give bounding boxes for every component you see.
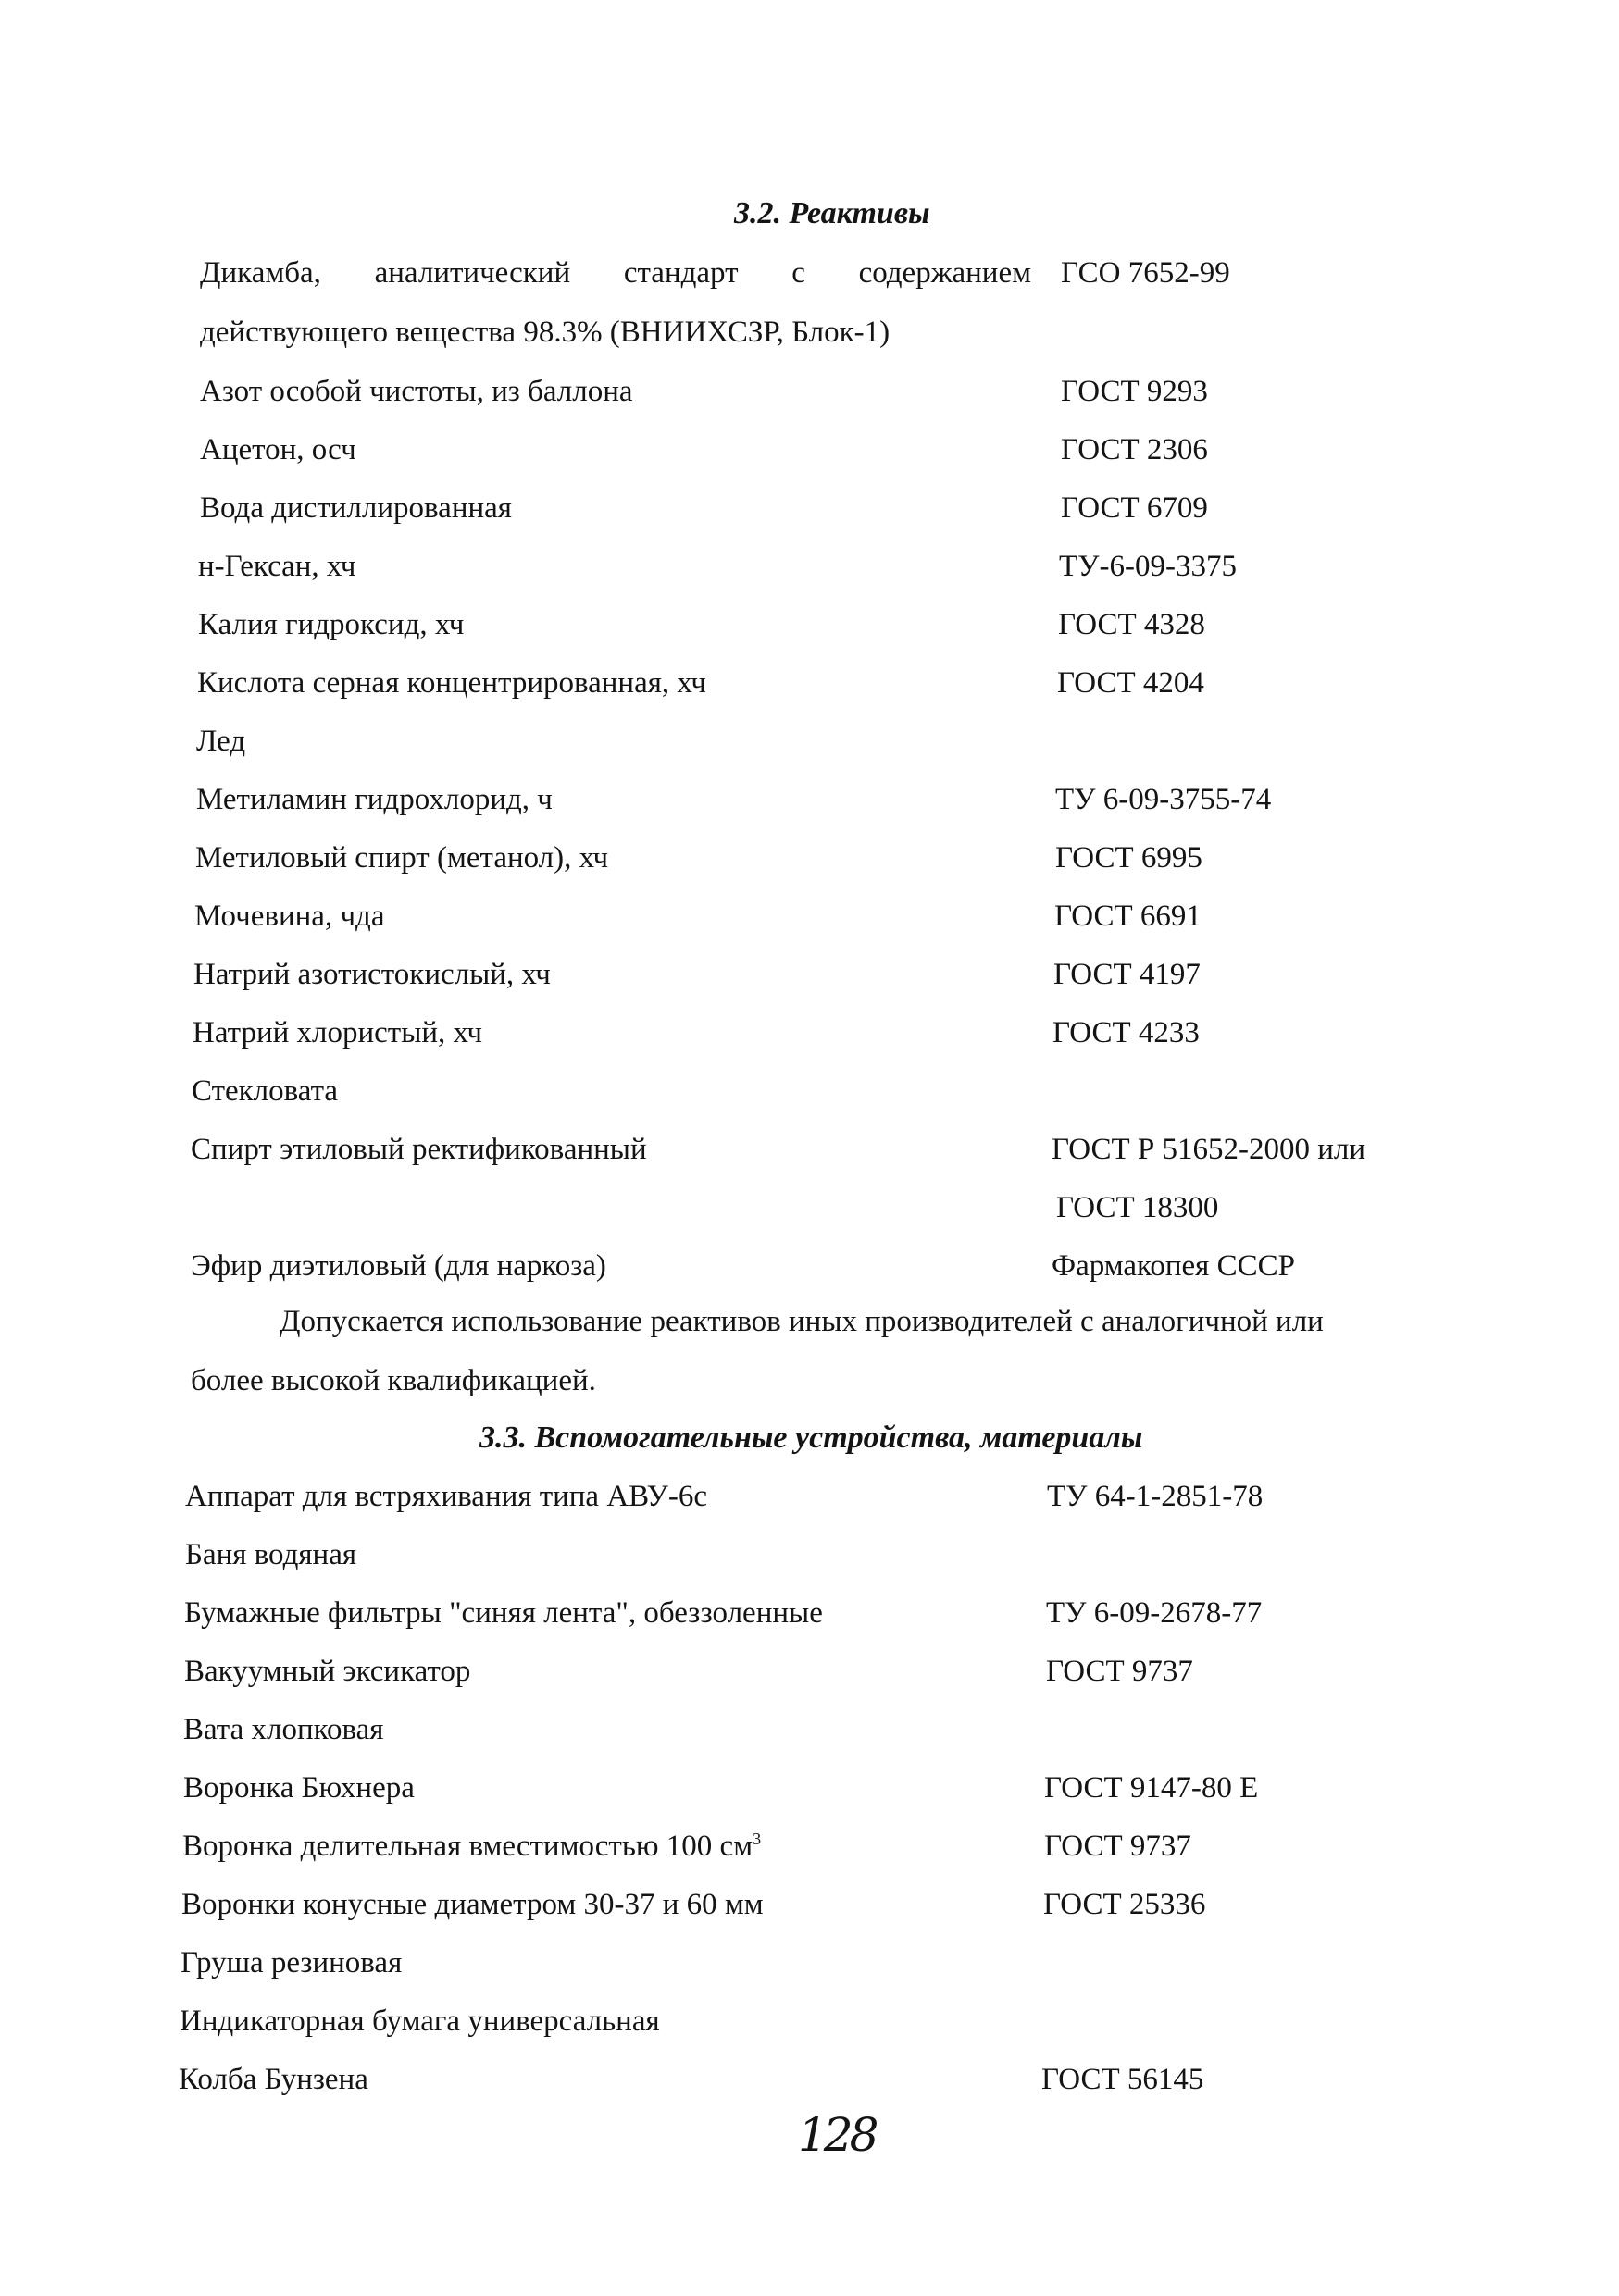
intro-word: аналитический <box>374 256 571 290</box>
item-name-text: Груша резиновая <box>181 1946 403 1980</box>
item-standard: ГОСТ Р 51652-2000 или <box>1052 1133 1366 1166</box>
list-row <box>0 550 1619 590</box>
item-name-text: Ацетон, осч <box>200 433 356 466</box>
list-row <box>0 1888 1619 1929</box>
item-standard: ТУ-6-09-3375 <box>1059 550 1237 583</box>
list-row <box>0 375 1619 416</box>
item-name-text: Вата хлопковая <box>183 1713 384 1746</box>
section-heading-reagents: 3.2. Реактивы <box>734 196 930 230</box>
item-name <box>181 1888 764 1922</box>
list-row <box>0 1830 1619 1870</box>
item-standard: ГОСТ 9737 <box>1044 1830 1191 1863</box>
list-row <box>0 1191 1619 1232</box>
item-standard: ГОСТ 2306 <box>1061 433 1208 466</box>
item-name <box>183 1713 383 1747</box>
list-row <box>0 1480 1619 1520</box>
item-standard: ГОСТ 4204 <box>1057 666 1204 700</box>
item-standard: ГОСТ 6995 <box>1055 841 1202 875</box>
item-name-text: Эфир диэтиловый (для наркоза) <box>191 1249 606 1283</box>
item-name <box>184 1655 470 1689</box>
item-name-text: Индикаторная бумага универсальная <box>180 2004 660 2038</box>
intro-word: стандарт <box>623 256 739 290</box>
reagent-intro-std: ГСО 7652-99 <box>1061 256 1230 290</box>
item-name <box>195 841 608 875</box>
list-row <box>0 1538 1619 1579</box>
reagent-intro-line1 <box>200 256 1031 291</box>
item-name-text: Мочевина, чда <box>194 900 385 933</box>
item-name <box>179 2063 368 2097</box>
intro-word: Дикамба, <box>200 256 321 290</box>
list-row <box>0 1596 1619 1637</box>
page-number: 128 <box>798 2108 876 2162</box>
intro-word: с <box>791 256 805 290</box>
item-name-text: н-Гексан, хч <box>198 550 356 583</box>
item-name-text: Спирт этиловый ректификованный <box>191 1133 647 1166</box>
item-name-text: Лед <box>196 725 246 758</box>
list-row <box>0 900 1619 940</box>
item-name-text: Кислота серная концентрированная, хч <box>197 666 706 700</box>
list-row <box>0 958 1619 999</box>
list-row <box>0 2004 1619 2045</box>
list-row <box>0 1771 1619 1812</box>
item-name-text: Натрий азотистокислый, хч <box>193 958 551 991</box>
item-name-text: Бумажные фильтры "синяя лента", обеззоленные <box>184 1596 823 1630</box>
list-row <box>0 1249 1619 1290</box>
item-name <box>181 1946 402 1980</box>
item-name-text: Воронка делительная вместимостью 100 см <box>182 1830 753 1863</box>
item-name-text: Воронки конусные диаметром 30-37 и 60 мм <box>181 1888 764 1921</box>
item-name-text: Аппарат для встряхивания типа АВУ-6с <box>185 1480 707 1513</box>
list-row <box>0 2063 1619 2104</box>
item-name <box>182 1830 761 1864</box>
list-row <box>0 491 1619 532</box>
item-name-text: Калия гидроксид, хч <box>198 608 465 641</box>
item-name <box>196 725 245 759</box>
item-standard: Фармакопея СССР <box>1052 1249 1296 1283</box>
item-name <box>191 1249 606 1284</box>
list-row <box>0 1133 1619 1173</box>
list-row <box>0 1074 1619 1115</box>
item-standard: ТУ 6-09-3755-74 <box>1055 783 1272 816</box>
item-name <box>180 2004 660 2039</box>
list-row <box>0 1655 1619 1695</box>
item-name <box>196 783 553 817</box>
item-name <box>198 608 464 642</box>
item-name <box>194 900 385 934</box>
list-row <box>0 1713 1619 1754</box>
list-row <box>0 1016 1619 1057</box>
item-standard: ГОСТ 4197 <box>1053 958 1201 991</box>
item-name <box>184 1596 823 1631</box>
unit-superscript: 3 <box>753 1830 762 1848</box>
item-name-text: Вакуумный эксикатор <box>184 1655 471 1688</box>
item-name-text: Воронка Бюхнера <box>183 1771 415 1805</box>
item-name-text: Баня водяная <box>185 1538 357 1571</box>
item-name <box>183 1771 415 1806</box>
item-name-text: Натрий хлористый, хч <box>193 1016 483 1049</box>
item-name-text: Азот особой чистоты, из баллона <box>200 375 633 408</box>
item-name <box>193 958 551 992</box>
item-name-text: Метиламин гидрохлорид, ч <box>196 783 553 816</box>
item-standard: ГОСТ 6691 <box>1054 900 1202 933</box>
item-name <box>192 1074 338 1109</box>
reagent-intro-line2: действующего вещества 98.3% (ВНИИХСЗР, Блок-1) <box>200 316 890 349</box>
item-standard: ГОСТ 6709 <box>1061 491 1208 525</box>
item-standard: ГОСТ 4328 <box>1058 608 1205 641</box>
item-standard: ТУ 64-1-2851-78 <box>1047 1480 1264 1513</box>
item-standard: ГОСТ 25336 <box>1043 1888 1206 1921</box>
item-standard: ТУ 6-09-2678-77 <box>1046 1596 1263 1630</box>
item-name <box>185 1538 356 1572</box>
list-row <box>0 783 1619 824</box>
list-row <box>0 666 1619 707</box>
item-name-text: Вода дистиллированная <box>200 491 512 525</box>
item-name <box>200 491 512 526</box>
reagents-note-line2: более высокой квалификацией. <box>191 1364 596 1397</box>
item-name <box>191 1133 647 1167</box>
list-row <box>0 1946 1619 1987</box>
item-name <box>200 375 633 409</box>
list-row <box>0 433 1619 474</box>
section-heading-materials: 3.3. Вспомогательные устройства, материалы <box>479 1421 1143 1455</box>
list-row <box>0 608 1619 649</box>
item-name-text: Метиловый спирт (метанол), хч <box>195 841 609 875</box>
item-standard: ГОСТ 9737 <box>1046 1655 1193 1688</box>
list-row <box>0 841 1619 882</box>
item-name <box>197 666 706 701</box>
item-name <box>193 1016 482 1050</box>
reagents-note-line1: Допускается использование реактивов иных производителей с аналогичной или <box>280 1305 1324 1338</box>
item-standard: ГОСТ 56145 <box>1041 2063 1204 2096</box>
item-standard: ГОСТ 9293 <box>1061 375 1208 408</box>
item-standard: ГОСТ 18300 <box>1056 1191 1219 1224</box>
item-name <box>200 433 356 467</box>
item-name-text: Колба Бунзена <box>179 2063 368 2096</box>
item-standard: ГОСТ 9147-80 Е <box>1044 1771 1259 1805</box>
list-row <box>0 725 1619 765</box>
intro-word: содержанием <box>858 256 1031 290</box>
item-name-text: Стекловата <box>192 1074 339 1108</box>
item-standard: ГОСТ 4233 <box>1052 1016 1200 1049</box>
item-name <box>185 1480 707 1514</box>
item-name <box>198 550 355 584</box>
